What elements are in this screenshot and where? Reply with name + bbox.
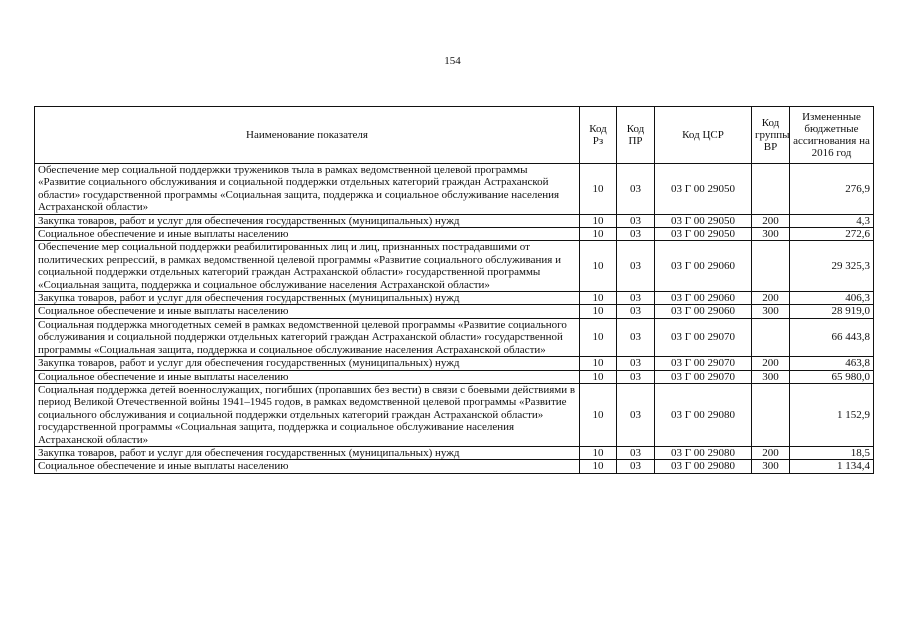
- table-row: [35, 241, 874, 292]
- cell-name: Социальная поддержка детей военнослужащих, погибших (пропавших без вести) в связи с боевыми действиями в период Великой Отечественной войны 1941–1945 годов, в рамках ведомственной целевой программы «Развитие социального обслуживания и социальной поддержки отдельных категорий граждан Астраханской области» государственной программы «Социальная защита, поддержка и социальное обслуживание населения Астраханской области»: [35, 383, 580, 446]
- cell-rz: 10: [580, 292, 617, 305]
- cell-amount: 276,9: [790, 164, 874, 215]
- cell-csr: 03 Г 00 29050: [655, 228, 752, 241]
- cell-pr: 03: [617, 446, 655, 459]
- cell-vr: 300: [752, 305, 790, 318]
- cell-name: Обеспечение мер социальной поддержки тружеников тыла в рамках ведомственной целевой программы «Развитие социального обслуживания и социальной поддержки отдельных категорий граждан Астраханской области» государственной программы «Социальная защита, поддержка и социальное обслуживание населения Астраханской области»: [35, 164, 580, 215]
- cell-csr: 03 Г 00 29070: [655, 318, 752, 356]
- table-row: [35, 164, 874, 215]
- header-pr: Код ПР: [617, 107, 655, 164]
- cell-csr: 03 Г 00 29060: [655, 241, 752, 292]
- cell-name: Социальное обеспечение и иные выплаты населению: [35, 228, 580, 241]
- cell-csr: 03 Г 00 29060: [655, 305, 752, 318]
- cell-csr: 03 Г 00 29050: [655, 214, 752, 227]
- table-body: [35, 164, 874, 474]
- cell-amount: 4,3: [790, 214, 874, 227]
- cell-rz: 10: [580, 370, 617, 383]
- cell-vr: 300: [752, 460, 790, 473]
- cell-rz: 10: [580, 446, 617, 459]
- budget-table: [34, 106, 874, 474]
- header-amount: Измененные бюджетные ассигнования на 2016 год: [790, 107, 874, 164]
- cell-pr: 03: [617, 370, 655, 383]
- cell-amount: 1 134,4: [790, 460, 874, 473]
- cell-name: Социальное обеспечение и иные выплаты населению: [35, 460, 580, 473]
- table-row: [35, 383, 874, 446]
- cell-pr: 03: [617, 228, 655, 241]
- cell-name: Закупка товаров, работ и услуг для обеспечения государственных (муниципальных) нужд: [35, 292, 580, 305]
- cell-vr: [752, 241, 790, 292]
- page-number: 154: [444, 55, 461, 67]
- header-vr: Код группы ВР: [752, 107, 790, 164]
- cell-name: Социальное обеспечение и иные выплаты населению: [35, 370, 580, 383]
- table-row: [35, 460, 874, 473]
- cell-rz: 10: [580, 357, 617, 370]
- cell-vr: 200: [752, 357, 790, 370]
- header-rz: Код Рз: [580, 107, 617, 164]
- cell-vr: 300: [752, 370, 790, 383]
- cell-pr: 03: [617, 357, 655, 370]
- cell-rz: 10: [580, 214, 617, 227]
- cell-rz: 10: [580, 460, 617, 473]
- cell-pr: 03: [617, 164, 655, 215]
- table-row: [35, 228, 874, 241]
- cell-rz: 10: [580, 228, 617, 241]
- cell-amount: 66 443,8: [790, 318, 874, 356]
- header-row: [35, 107, 874, 164]
- table-row: [35, 214, 874, 227]
- cell-amount: 29 325,3: [790, 241, 874, 292]
- cell-rz: 10: [580, 164, 617, 215]
- table-row: [35, 292, 874, 305]
- cell-pr: 03: [617, 305, 655, 318]
- cell-csr: 03 Г 00 29080: [655, 383, 752, 446]
- cell-amount: 1 152,9: [790, 383, 874, 446]
- cell-name: Социальное обеспечение и иные выплаты населению: [35, 305, 580, 318]
- cell-vr: [752, 318, 790, 356]
- cell-rz: 10: [580, 383, 617, 446]
- cell-pr: 03: [617, 292, 655, 305]
- table-row: [35, 305, 874, 318]
- cell-amount: 65 980,0: [790, 370, 874, 383]
- cell-pr: 03: [617, 383, 655, 446]
- table-header: [35, 107, 874, 164]
- cell-csr: 03 Г 00 29070: [655, 357, 752, 370]
- table-row: [35, 370, 874, 383]
- cell-vr: [752, 383, 790, 446]
- cell-pr: 03: [617, 460, 655, 473]
- cell-amount: 28 919,0: [790, 305, 874, 318]
- header-name: Наименование показателя: [35, 107, 580, 164]
- cell-csr: 03 Г 00 29080: [655, 446, 752, 459]
- cell-rz: 10: [580, 305, 617, 318]
- cell-csr: 03 Г 00 29070: [655, 370, 752, 383]
- cell-amount: 406,3: [790, 292, 874, 305]
- cell-pr: 03: [617, 318, 655, 356]
- table-row: [35, 357, 874, 370]
- cell-name: Обеспечение мер социальной поддержки реабилитированных лиц и лиц, признанных пострадавшими от политических репрессий, в рамках ведомственной целевой программы «Развитие социального обслуживания и социальной поддержки отдельных категорий граждан Астраханской области» государственной программы «Социальная защита, поддержка и социальное обслуживание населения Астраханской области»: [35, 241, 580, 292]
- cell-name: Социальная поддержка многодетных семей в рамках ведомственной целевой программы «Развитие социального обслуживания и социальной поддержки отдельных категорий граждан Астраханской области» государственной программы «Социальная защита, поддержка и социальное обслуживание населения Астраханской области»: [35, 318, 580, 356]
- cell-vr: 200: [752, 292, 790, 305]
- cell-amount: 272,6: [790, 228, 874, 241]
- cell-pr: 03: [617, 214, 655, 227]
- cell-vr: 200: [752, 446, 790, 459]
- cell-csr: 03 Г 00 29060: [655, 292, 752, 305]
- cell-name: Закупка товаров, работ и услуг для обеспечения государственных (муниципальных) нужд: [35, 446, 580, 459]
- cell-vr: 300: [752, 228, 790, 241]
- cell-vr: [752, 164, 790, 215]
- cell-csr: 03 Г 00 29050: [655, 164, 752, 215]
- table-row: [35, 318, 874, 356]
- cell-name: Закупка товаров, работ и услуг для обеспечения государственных (муниципальных) нужд: [35, 214, 580, 227]
- table-row: [35, 446, 874, 459]
- cell-rz: 10: [580, 318, 617, 356]
- cell-rz: 10: [580, 241, 617, 292]
- cell-name: Закупка товаров, работ и услуг для обеспечения государственных (муниципальных) нужд: [35, 357, 580, 370]
- cell-vr: 200: [752, 214, 790, 227]
- cell-amount: 18,5: [790, 446, 874, 459]
- cell-csr: 03 Г 00 29080: [655, 460, 752, 473]
- cell-amount: 463,8: [790, 357, 874, 370]
- header-csr: Код ЦСР: [655, 107, 752, 164]
- cell-pr: 03: [617, 241, 655, 292]
